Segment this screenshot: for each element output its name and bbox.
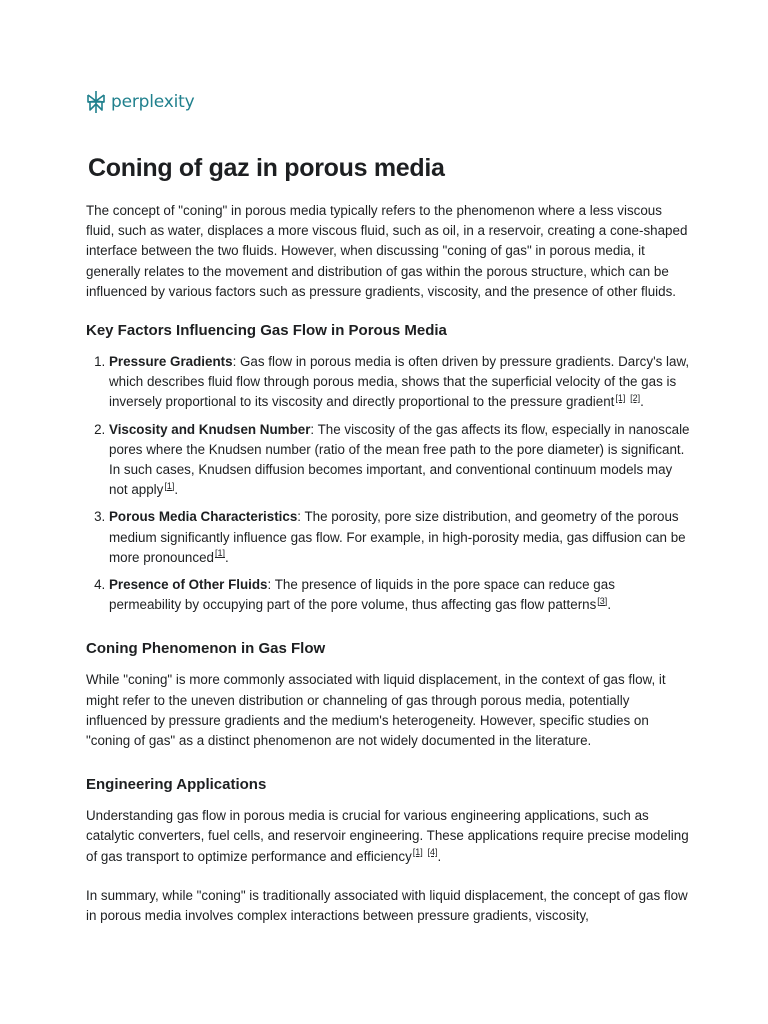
list-item-term: Porous Media Characteristics [109,509,298,525]
brand-logo[interactable] [86,90,194,114]
brand-name: perplexity [111,92,195,112]
list-item: 2. Viscosity and Knudsen Number: The viscosity of the gas affects its flow, especially in nanoscale pores where the Knudsen number (ratio of the mean free path to the pore diameter) is significant. In such cases, Knudsen diffusion becomes important, and conventional continuum models may not apply[1]. [109,420,690,501]
list-item: 3. Porous Media Characteristics: The porosity, pore size distribution, and geometry of the porous medium significantly influence gas flow. For example, in high-porosity media, gas diffusion can be more pronounced[1]. [109,507,690,568]
intro-paragraph: The concept of "coning" in porous media typically refers to the phenomenon where a less viscous fluid, such as water, displaces a more viscous fluid, such as oil, in a reservoir, creating a cone-shaped interface between the two fluids. However, when discussing "coning of gas" in porous media, it generally relates to the movement and distribution of gas within the porous structure, which can be influenced by various factors such as pressure gradients, viscosity, and the presence of other fluids. [86,203,688,299]
citation-link[interactable]: [1] [214,548,225,559]
list-item-term: Presence of Other Fluids [109,577,268,593]
answer-content [86,201,690,945]
list-item-term: Pressure Gradients [109,354,233,370]
engineering-text: Understanding gas flow in porous media is crucial for various engineering applications, such as catalytic converters, fuel cells, and reservoir engineering. These applications require precise modeling of gas transport to optimize performance and efficiency [86,808,689,864]
list-item-text: : The presence of liquids in the pore space can reduce gas permeability by occupying part of the pore volume, thus affecting gas flow patterns [109,577,615,613]
page-title: Coning of gaz in porous media [88,154,445,182]
section-heading-coning: Coning Phenomenon in Gas Flow [86,640,326,658]
summary-paragraph: In summary, while "coning" is traditionally associated with liquid displacement, the concept of gas flow in porous media involves complex interactions between pressure gradients, viscosity, [86,887,688,924]
section-heading-engineering: Engineering Applications [86,776,267,794]
list-item-text: : Gas flow in porous media is often driven by pressure gradients. Darcy's law, which describes fluid flow through porous media, shows that the superficial velocity of the gas is inversely proportional to its viscosity and directly proportional to the pressure gradient [109,354,690,410]
section-heading-factors: Key Factors Influencing Gas Flow in Porous Media [86,322,447,340]
citation-link[interactable]: [1] [164,480,175,491]
list-item: 1. Pressure Gradients: Gas flow in porous media is often driven by pressure gradients. Darcy's law, which describes fluid flow through porous media, shows that the superficial velocity of the gas is inversely proportional to its viscosity and directly proportional to the pressure gradient[1] [2]. [109,352,690,413]
list-item-term: Viscosity and Knudsen Number [109,421,311,437]
list-item-text: : The viscosity of the gas affects its flow, especially in nanoscale pores where the Knudsen number (ratio of the mean free path to the pore diameter) is significant. In such cases, Knudsen diffusion becomes important, and conventional continuum models may not apply [109,421,690,498]
engineering-paragraph: Understanding gas flow in porous media is crucial for various engineering applications, such as catalytic converters, fuel cells, and reservoir engineering. These applications require precise modeling of gas transport to optimize performance and efficiency[1] [4]. [86,808,689,864]
citation-link[interactable]: [4] [427,847,438,858]
perplexity-logo-icon [86,90,106,114]
coning-paragraph: While "coning" is more commonly associated with liquid displacement, in the context of gas flow, it might refer to the uneven distribution or channeling of gas through porous media, potentially influenced by pressure gradients and the medium's heterogeneity. However, specific studies on "coning of gas" as a distinct phenomenon are not widely documented in the literature. [86,672,666,749]
citation-link[interactable]: [1] [615,392,626,403]
list-item-text: : The porosity, pore size distribution, and geometry of the porous medium significantly influence gas flow. For example, in high-porosity media, gas diffusion can be more pronounced [109,509,686,565]
citation-link[interactable]: [1] [412,847,423,858]
citation-link[interactable]: [2] [630,392,641,403]
factors-list [86,352,690,615]
citation-link[interactable]: [3] [597,595,608,606]
list-item: 4. Presence of Other Fluids: The presence of liquids in the pore space can reduce gas permeability by occupying part of the pore volume, thus affecting gas flow patterns[3]. [109,575,690,615]
